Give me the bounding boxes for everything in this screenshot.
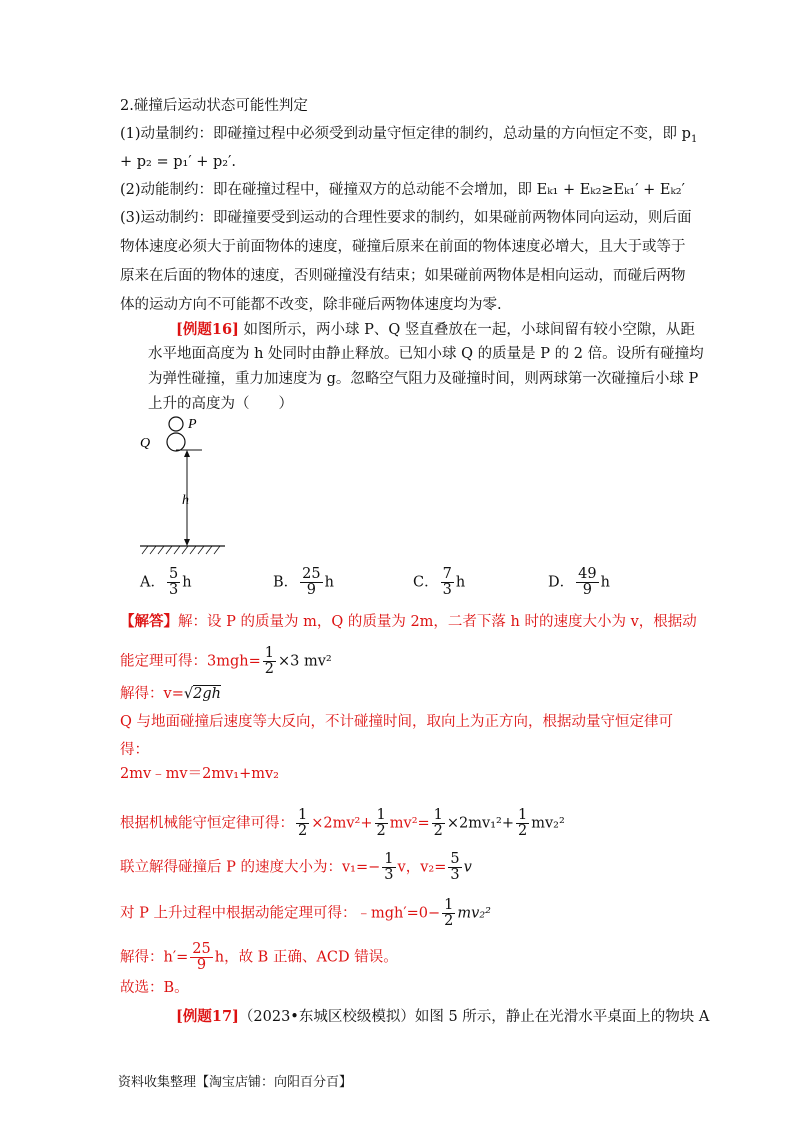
numerator: 1 <box>298 807 308 823</box>
numerator: 1 <box>384 851 394 867</box>
label-q: Q <box>140 436 151 451</box>
ball-q <box>167 433 185 451</box>
text: mv₂² <box>531 815 565 832</box>
text: ×2mv₁²+ <box>446 815 514 832</box>
numerator: 1 <box>433 807 443 823</box>
paragraph-motion-2: 物体速度必须大于前面物体的速度，碰撞后原来在前面的物体速度必增大，且大于或等于 <box>120 239 686 255</box>
answer-line7 <box>120 808 565 839</box>
option-unit: h <box>600 574 610 591</box>
ground-hatching <box>142 546 220 554</box>
paragraph-motion-3: 原来在后面的物体的速度，否则碰撞没有结束；如果碰前两物体是相向运动，而碰后两物 <box>120 268 686 284</box>
numerator: 5 <box>450 851 460 867</box>
denominator: 3 <box>384 867 394 883</box>
example17-line1 <box>176 1007 709 1027</box>
paragraph-momentum <box>120 124 697 150</box>
footer: 资料收集整理【淘宝店铺：向阳百分百】 <box>118 1075 353 1090</box>
answer-line6: 2mv﹣mv＝2mv₁+mv₂ <box>120 766 279 782</box>
paragraph-motion-1: (3)运动制约：即碰撞要受到运动的合理性要求的制约，如果碰前两物体同向运动，则后面 <box>120 210 692 226</box>
fraction-half <box>375 808 388 839</box>
example16-line4: 上升的高度为（ ） <box>148 396 293 412</box>
example16-line1 <box>176 320 695 340</box>
text: ×3 mv² <box>277 653 332 670</box>
fraction-one-third <box>382 852 395 883</box>
denominator: 2 <box>298 823 308 839</box>
option-letter: D． <box>548 574 575 591</box>
option-letter: B． <box>273 574 299 591</box>
option-letter: A． <box>140 574 165 591</box>
paragraph-kinetic: (2)动能制约：即在碰撞过程中，碰撞双方的总动能不会增加，即 Eₖ₁ + Eₖ₂≥Eₖ₁′ + Eₖ₂′ <box>120 182 685 198</box>
answer-line9 <box>120 898 491 929</box>
answer-line4: Q 与地面碰撞后速度等大反向，不计碰撞时间，取向上为正方向，根据动量守恒定律可 <box>120 714 673 730</box>
answer-line8 <box>120 852 472 883</box>
option-fraction <box>167 567 180 598</box>
numerator: 25 <box>192 941 211 957</box>
text: mv₂² <box>457 905 491 922</box>
answer-label: 【解答】 <box>120 613 178 630</box>
denominator: 3 <box>442 582 452 598</box>
denominator: 2 <box>376 823 386 839</box>
fraction-half <box>432 808 445 839</box>
option-fraction <box>441 567 454 598</box>
denominator: 2 <box>433 823 443 839</box>
example16-line3: 为弹性碰撞，重力加速度为 g。忽略空气阻力及碰撞时间，则两球第一次碰撞后小球 P <box>148 371 699 387</box>
text: (1)动量制约：即碰撞过程中必须受到动量守恒定律的制约，总动量的方向恒定不变，即 p <box>120 126 691 142</box>
numerator: 25 <box>302 566 321 582</box>
label-h: h <box>182 493 189 508</box>
option-unit: h <box>182 574 192 591</box>
option-unit: h <box>455 574 466 591</box>
denominator: 2 <box>264 661 274 677</box>
text: （2023•东城区校级模拟）如图 5 所示，静止在光滑水平桌面上的物块 A <box>238 1009 710 1025</box>
numerator: 7 <box>442 566 452 582</box>
option-fraction <box>576 567 598 598</box>
fraction-half <box>516 808 529 839</box>
numerator: 1 <box>264 645 274 661</box>
example16-label: [例题16] <box>176 321 239 338</box>
answer-line3 <box>120 684 221 704</box>
text: 联立解得碰撞后 P 的速度大小为：v₁=− <box>120 859 381 876</box>
arrow-top <box>184 450 190 457</box>
text: 根据机械能守恒定律可得： <box>120 815 294 832</box>
numerator: 1 <box>376 807 386 823</box>
option-unit: h <box>324 574 334 591</box>
subscript: 1 <box>690 133 698 145</box>
fraction-five-thirds <box>448 852 461 883</box>
fraction-half <box>263 646 276 677</box>
denominator: 9 <box>582 582 592 598</box>
example16-line2: 水平地面高度为 h 处同时由静止释放。已知小球 Q 的质量是 P 的 2 倍。设所有碰撞均 <box>148 346 704 362</box>
figure-two-balls <box>130 412 240 557</box>
denominator: 9 <box>196 957 207 973</box>
fraction-25-9 <box>190 942 212 973</box>
option-b[interactable] <box>273 567 334 598</box>
label-p: P <box>188 417 197 432</box>
arrow-bottom <box>184 539 190 546</box>
ball-p <box>169 417 183 431</box>
text: 解：设 P 的质量为 m，Q 的质量为 2m，二者下落 h 时的速度大小为 v，根据动 <box>178 614 697 630</box>
answer-line1 <box>120 612 697 632</box>
fraction-half <box>296 808 309 839</box>
paragraph-motion-4: 体的运动方向不可能都不改变，除非碰后两物体速度均为零. <box>120 297 502 313</box>
text: mv²= <box>389 815 430 832</box>
answer-line5: 得： <box>120 742 149 758</box>
option-a[interactable] <box>140 567 192 598</box>
option-c[interactable] <box>413 567 465 598</box>
denominator: 3 <box>168 582 179 598</box>
text: 能定理可得：3mgh= <box>120 653 261 670</box>
paragraph-momentum-cont: + p₂ = p₁′ + p₂′. <box>120 154 236 170</box>
example17-label: [例题17] <box>176 1008 239 1025</box>
option-fraction <box>300 567 322 598</box>
answer-line2 <box>120 646 332 677</box>
option-d[interactable] <box>548 567 610 598</box>
text: 解得：v= <box>120 686 184 702</box>
text: h，故 B 正确、ACD 错误。 <box>214 949 398 966</box>
sqrt-sign: √ <box>183 686 194 702</box>
denominator: 2 <box>517 823 528 839</box>
answer-line11: 故选：B。 <box>120 980 189 996</box>
numerator: 49 <box>578 566 597 582</box>
numerator: 1 <box>517 807 528 823</box>
section-title: 2.碰撞后运动状态可能性判定 <box>120 98 308 114</box>
answer-line10 <box>120 942 398 973</box>
denominator: 3 <box>450 867 460 883</box>
text: v，v₂= <box>397 859 447 876</box>
text: 对 P 上升过程中根据动能定理可得：﹣mgh′=0− <box>120 905 441 922</box>
numerator: 5 <box>168 566 179 582</box>
text: 解得：h′= <box>120 949 189 966</box>
denominator: 9 <box>306 582 316 598</box>
fraction-half <box>442 898 455 929</box>
text: ×2mv²+ <box>311 815 373 832</box>
denominator: 2 <box>444 913 454 929</box>
text: v <box>463 859 472 876</box>
sqrt-body: 2gh <box>193 686 221 702</box>
option-letter: C． <box>413 574 439 591</box>
text: 如图所示，两小球 P、Q 竖直叠放在一起，小球间留有较小空隙，从距 <box>238 322 695 338</box>
numerator: 1 <box>444 897 454 913</box>
